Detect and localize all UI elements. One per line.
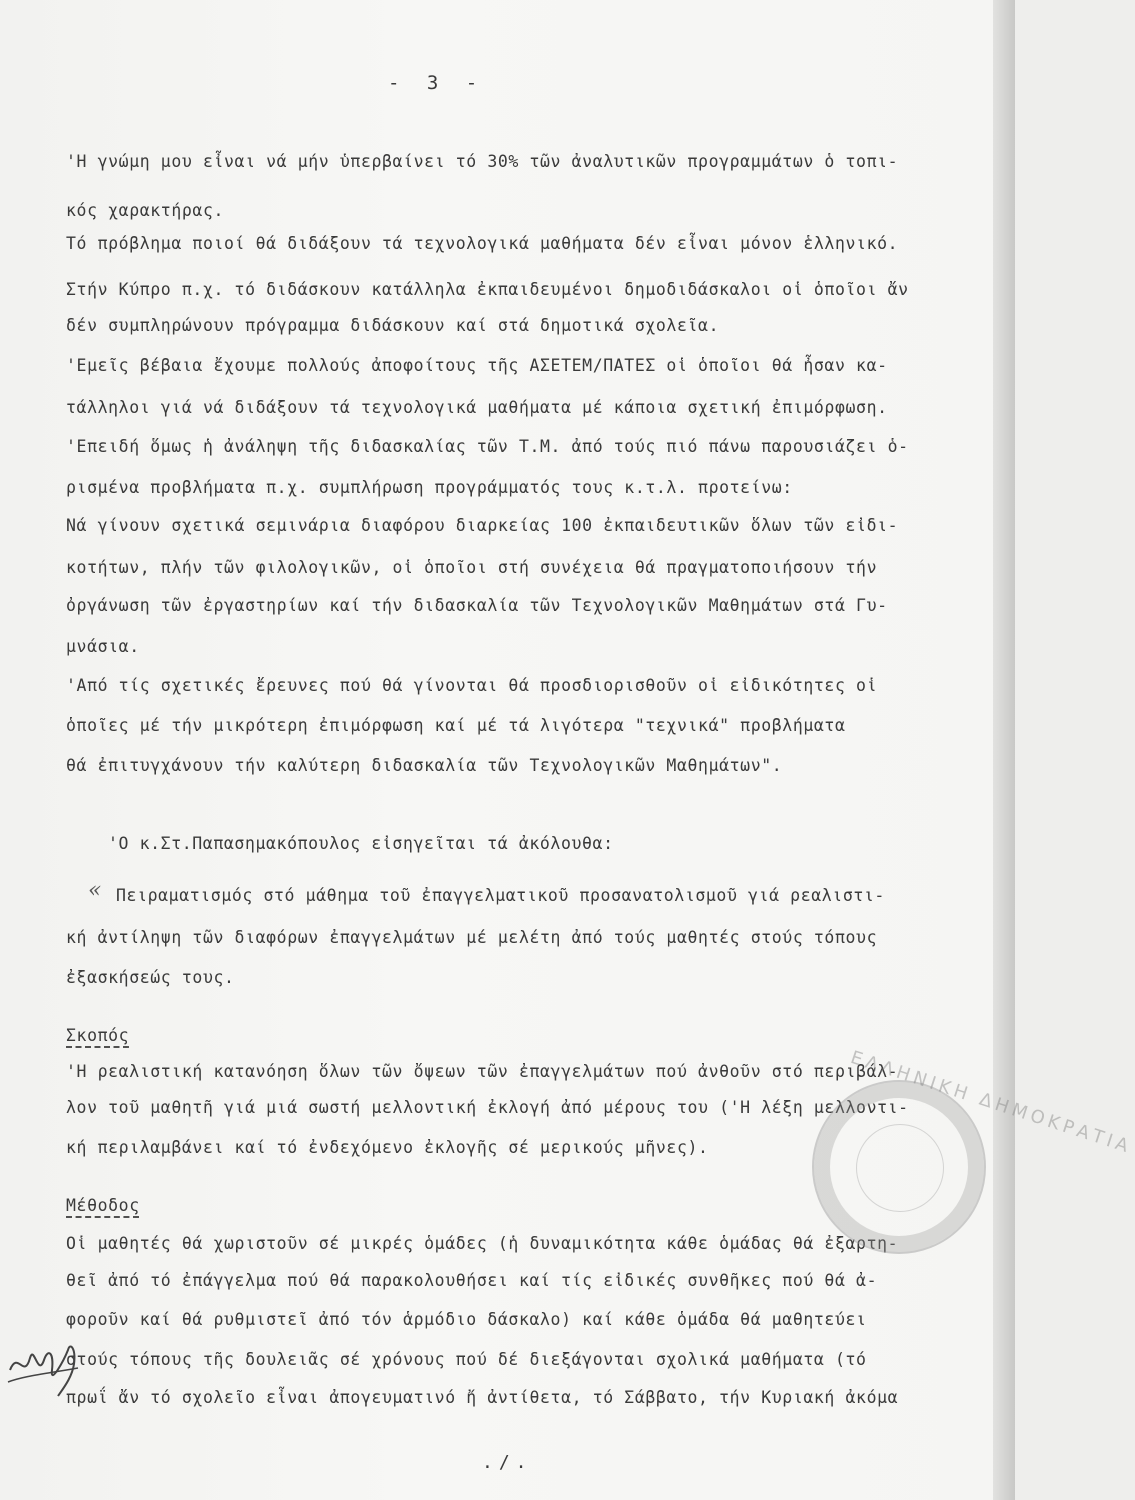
text-line: κή περιλαμβάνει καί τό ἐνδεχόμενο ἐκλογῆς σέ μερικούς μῆνες).: [66, 1138, 709, 1157]
text-line: Νά γίνουν σχετικά σεμινάρια διαφόρου διαρκείας 100 ἐκπαιδευτικῶν ὅλων τῶν εἰδι-: [66, 516, 899, 535]
text-line: μνάσια.: [66, 637, 140, 656]
text-line: 'Εμεῖς βέβαια ἔχουμε πολλούς ἀποφοίτους τῆς ΑΣΕΤΕΜ/ΠΑΤΕΣ οἱ ὁποῖοι θά ἦσαν κα-: [66, 356, 888, 375]
section-heading-skopos: Σκοπός: [66, 1026, 130, 1045]
stamp-text: ΕΛΛΗΝΙΚΗ ΔΗΜΟΚΡΑΤΙΑ: [847, 1047, 1135, 1158]
text-line: 'Η γνώμη μου εἶναι νά μήν ὑπερβαίνει τό 30% τῶν ἀναλυτικῶν προγραμμάτων ὁ τοπι-: [66, 152, 899, 171]
section-heading-methodos: Μέθοδος: [66, 1196, 140, 1215]
text-line: 'Από τίς σχετικές ἔρευνες πού θά γίνονται θά προσδιορισθοῦν οἱ εἰδικότητες οἱ: [66, 676, 878, 695]
text-line: 'Επειδή ὅμως ἡ ἀνάληψη τῆς διδασκαλίας τῶν Τ.Μ. ἀπό τούς πιό πάνω παρουσιάζει ὁ-: [66, 437, 909, 456]
text-line: ὀργάνωση τῶν ἐργαστηρίων καί τήν διδασκαλία τῶν Τεχνολογικῶν Μαθημάτων στά Γυ-: [66, 596, 888, 615]
text-line: κοτήτων, πλήν τῶν φιλολογικῶν, οἱ ὁποῖοι στή συνέχεια θά πραγματοποιήσουν τήν: [66, 558, 878, 577]
text-line: θεῖ ἀπό τό ἐπάγγελμα πού θά παρακολουθήσει καί τίς εἰδικές συνθῆκες πού θά ἀ-: [66, 1271, 878, 1290]
text-line: κός χαρακτήρας.: [66, 201, 225, 220]
text-line: λον τοῦ μαθητῆ γιά μιά σωστή μελλοντική ἐκλογή ἀπό μέρους του ('Η λέξη μελλοντι-: [66, 1098, 909, 1117]
official-stamp: [812, 1047, 1135, 1254]
text-line: Πειραματισμός στό μάθημα τοῦ ἐπαγγελματικοῦ προσανατολισμοῦ γιά ρεαλιστι-: [116, 886, 885, 905]
text-line: Στήν Κύπρο π.χ. τό διδάσκουν κατάλληλα ἐκπαιδευμένοι δημοδιδάσκαλοι οἱ ὁποῖοι ἄν: [66, 280, 909, 299]
text-line: Οἱ μαθητές θά χωριστοῦν σέ μικρές ὁμάδες (ἡ δυναμικότητα κάθε ὁμάδας θά ἐξαρτη-: [66, 1234, 899, 1253]
text-line: πρωΐ ἄν τό σχολεῖο εἶναι ἀπογευματινό ἤ ἀντίθετα, τό Σάββατο, τήν Κυριακή ἀκόμα: [66, 1388, 899, 1407]
page-number: - 3 -: [388, 72, 486, 94]
text-line: 'Ο κ.Στ.Παπασημακόπουλος εἰσηγεῖται τά ἀκόλουθα:: [108, 834, 614, 853]
text-line: Τό πρόβλημα ποιοί θά διδάξουν τά τεχνολογικά μαθήματα δέν εἶναι μόνον ἑλληνικό.: [66, 234, 899, 253]
text-line: ἐξασκήσεώς τους.: [66, 968, 235, 987]
text-line: φοροῦν καί θά ρυθμιστεῖ ἀπό τόν ἁρμόδιο δάσκαλο) καί κάθε ὁμάδα θά μαθητεύει: [66, 1310, 867, 1329]
text-line: τάλληλοι γιά νά διδάξουν τά τεχνολογικά μαθήματα μέ κάποια σχετική ἐπιμόρφωση.: [66, 398, 888, 417]
page-continuation-mark: ./.: [482, 1452, 533, 1473]
handwritten-mark: «: [88, 878, 102, 903]
text-line: κή ἀντίληψη τῶν διαφόρων ἐπαγγελμάτων μέ μελέτη ἀπό τούς μαθητές στούς τόπους: [66, 928, 878, 947]
stamp-inner-ring: [856, 1124, 944, 1212]
text-line: θά ἐπιτυγχάνουν τήν καλύτερη διδασκαλία τῶν Τεχνολογικῶν Μαθημάτων".: [66, 756, 783, 775]
text-line: δέν συμπληρώνουν πρόγραμμα διδάσκουν καί στά δημοτικά σχολεῖα.: [66, 316, 720, 335]
page-edge-shadow: [993, 0, 1015, 1500]
handwritten-signature: [4, 1330, 84, 1400]
text-line: 'Η ρεαλιστική κατανόηση ὅλων τῶν ὄψεων τῶν ἐπαγγελμάτων πού ἀνθοῦν στό περιβάλ-: [66, 1062, 899, 1081]
text-line: ρισμένα προβλήματα π.χ. συμπλήρωση προγράμματός τους κ.τ.λ. προτείνω:: [66, 478, 793, 497]
text-line: στούς τόπους τῆς δουλειᾶς σέ χρόνους πού δέ διεξάγονται σχολικά μαθήματα (τό: [66, 1350, 867, 1369]
text-line: ὁποῖες μέ τήν μικρότερη ἐπιμόρφωση καί μέ τά λιγότερα "τεχνικά" προβλήματα: [66, 716, 846, 735]
